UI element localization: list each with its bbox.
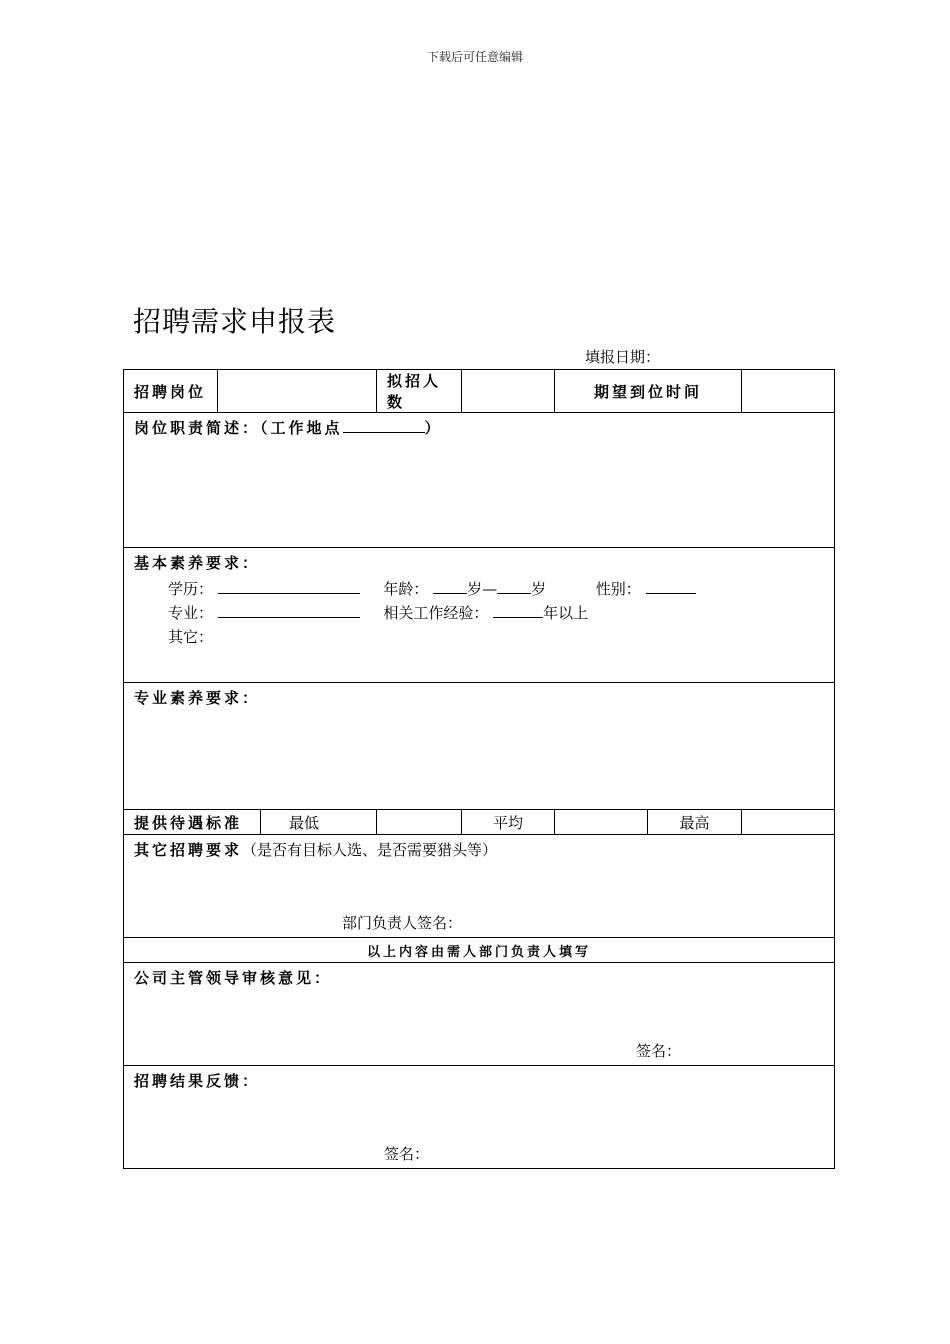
dept-sign-label: 部门负责人签名：: [342, 914, 463, 932]
feedback-sign-label: 签名：: [384, 1145, 430, 1163]
salary-avg-label: 平均: [462, 810, 555, 835]
duties-cell[interactable]: [124, 413, 835, 548]
salary-min-input[interactable]: [377, 810, 462, 835]
education-label: 学历：: [168, 580, 214, 598]
basic-line-3: [168, 625, 824, 649]
row-other-req: [124, 835, 835, 938]
row-basic: [124, 548, 835, 683]
basic-line-2: [168, 601, 824, 625]
education-line[interactable]: [218, 579, 360, 594]
row-duties: [124, 413, 835, 548]
form-title: 招聘需求申报表: [133, 305, 337, 338]
feedback-cell[interactable]: [124, 1066, 835, 1169]
age-unit: 岁: [531, 580, 547, 598]
duties-label: 岗位职责简述：（工作地点: [134, 419, 343, 437]
basic-cell: [124, 548, 835, 683]
other-req-note: （是否有目标人选、是否需要猎头等）: [242, 841, 498, 859]
salary-max-input[interactable]: [742, 810, 835, 835]
dept-note: 以上内容由需人部门负责人填写: [124, 938, 835, 963]
other-req-cell[interactable]: [124, 835, 835, 938]
age-min-line[interactable]: [433, 579, 467, 594]
fill-date-label: 填报日期：: [585, 348, 661, 366]
other-req-label: 其它招聘要求: [134, 841, 243, 859]
count-input-cell[interactable]: [462, 370, 555, 413]
major-line[interactable]: [218, 603, 360, 618]
header-note: 下载后可任意编辑: [426, 50, 523, 64]
professional-label: 专业素养要求：: [134, 689, 261, 707]
work-location-line[interactable]: [343, 418, 425, 433]
experience-unit: 年以上: [543, 604, 589, 622]
basic-line-1: [168, 577, 824, 601]
position-input-cell[interactable]: [218, 370, 377, 413]
salary-label: 提供待遇标准: [124, 810, 261, 835]
review-sign-label: 签名：: [636, 1042, 682, 1060]
row-review: [124, 963, 835, 1066]
age-max-line[interactable]: [497, 579, 531, 594]
position-label: 招聘岗位: [124, 370, 218, 413]
salary-min-label: 最低: [261, 810, 377, 835]
basic-label: 基本素养要求：: [134, 554, 261, 572]
count-label: 拟招人数: [377, 370, 462, 413]
review-cell[interactable]: [124, 963, 835, 1066]
major-label: 专业：: [168, 604, 214, 622]
professional-cell[interactable]: [124, 683, 835, 810]
duties-suffix: ）: [424, 419, 443, 437]
row-position: [124, 370, 835, 413]
review-label: 公司主管领导审核意见：: [134, 969, 333, 987]
row-feedback: [124, 1066, 835, 1169]
arrival-input-cell[interactable]: [742, 370, 835, 413]
row-salary: [124, 810, 835, 835]
salary-max-label: 最高: [648, 810, 742, 835]
row-dept-note: [124, 938, 835, 963]
feedback-label: 招聘结果反馈：: [134, 1072, 261, 1090]
age-label: 年龄：: [383, 580, 429, 598]
experience-label: 相关工作经验：: [383, 604, 489, 622]
other-label: 其它：: [168, 628, 214, 646]
age-sep: 岁—: [467, 580, 498, 598]
arrival-label: 期望到位时间: [555, 370, 742, 413]
salary-avg-input[interactable]: [555, 810, 648, 835]
experience-line[interactable]: [493, 603, 543, 618]
gender-label: 性别：: [595, 580, 641, 598]
row-professional: [124, 683, 835, 810]
gender-line[interactable]: [646, 579, 696, 594]
recruitment-form-table: [123, 369, 835, 1169]
